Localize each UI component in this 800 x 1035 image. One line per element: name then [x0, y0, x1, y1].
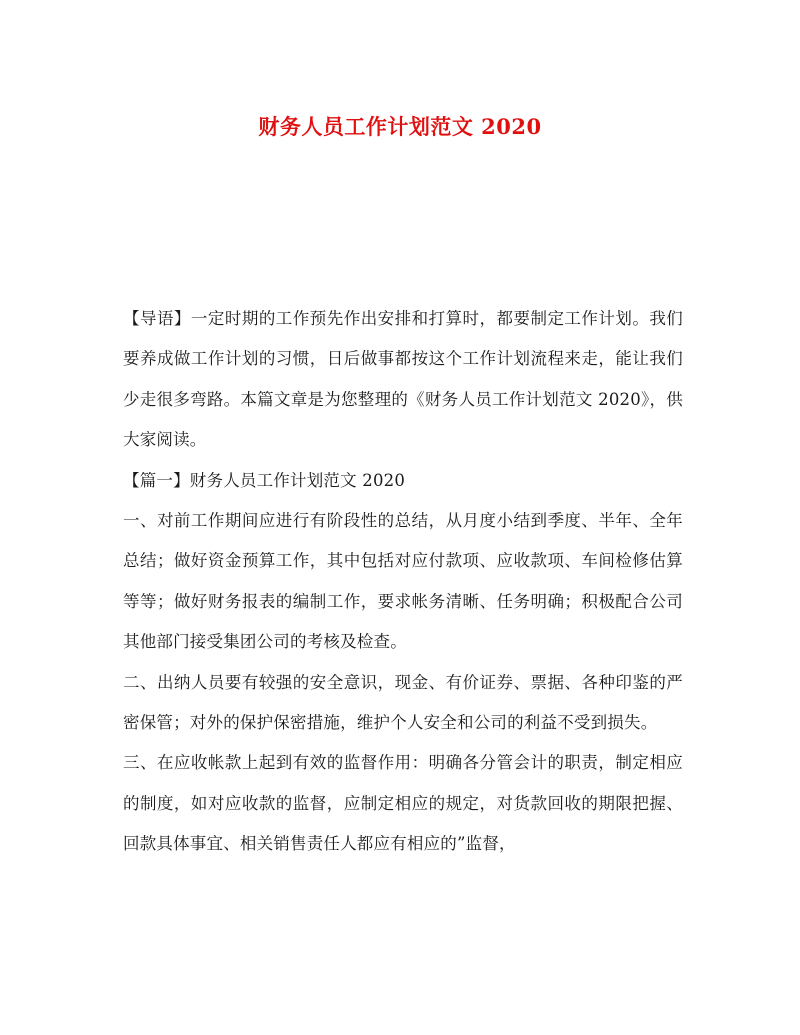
- section-heading: 【篇一】财务人员工作计划范文 2020: [123, 470, 406, 490]
- paragraph-item-3: 三、在应收帐款上起到有效的监督作用：明确各分管会计的职责，制定相应的制度，如对应收款的监督，应制定相应的规定，对货款回收的期限把握、回款具体事宜、相关销售责任人都应有相应的”监督，: [123, 753, 683, 854]
- document-title: 财务人员工作计划范文 2020: [258, 114, 542, 139]
- paragraph-item-2: 二、出纳人员要有较强的安全意识，现金、有价证券、票据、各种印鉴的严密保管；对外的保护保密措施，维护个人安全和公司的利益不受到损失。: [123, 672, 683, 733]
- document-body: [123, 299, 683, 865]
- paragraph-item-1: 一、对前工作期间应进行有阶段性的总结，从月度小结到季度、半年、全年总结；做好资金预算工作，其中包括对应付款项、应收款项、车间检修估算等等；做好财务报表的编制工作，要求帐务清晰、任务明确；积极配合公司其他部门接受集团公司的考核及检查。: [123, 511, 683, 652]
- paragraph-intro: 【导语】一定时期的工作预先作出安排和打算时，都要制定工作计划。我们要养成做工作计划的习惯，日后做事都按这个工作计划流程来走，能让我们少走很多弯路。本篇文章是为您整理的《财务人员工作计划范文 2020》，供大家阅读。: [123, 309, 683, 450]
